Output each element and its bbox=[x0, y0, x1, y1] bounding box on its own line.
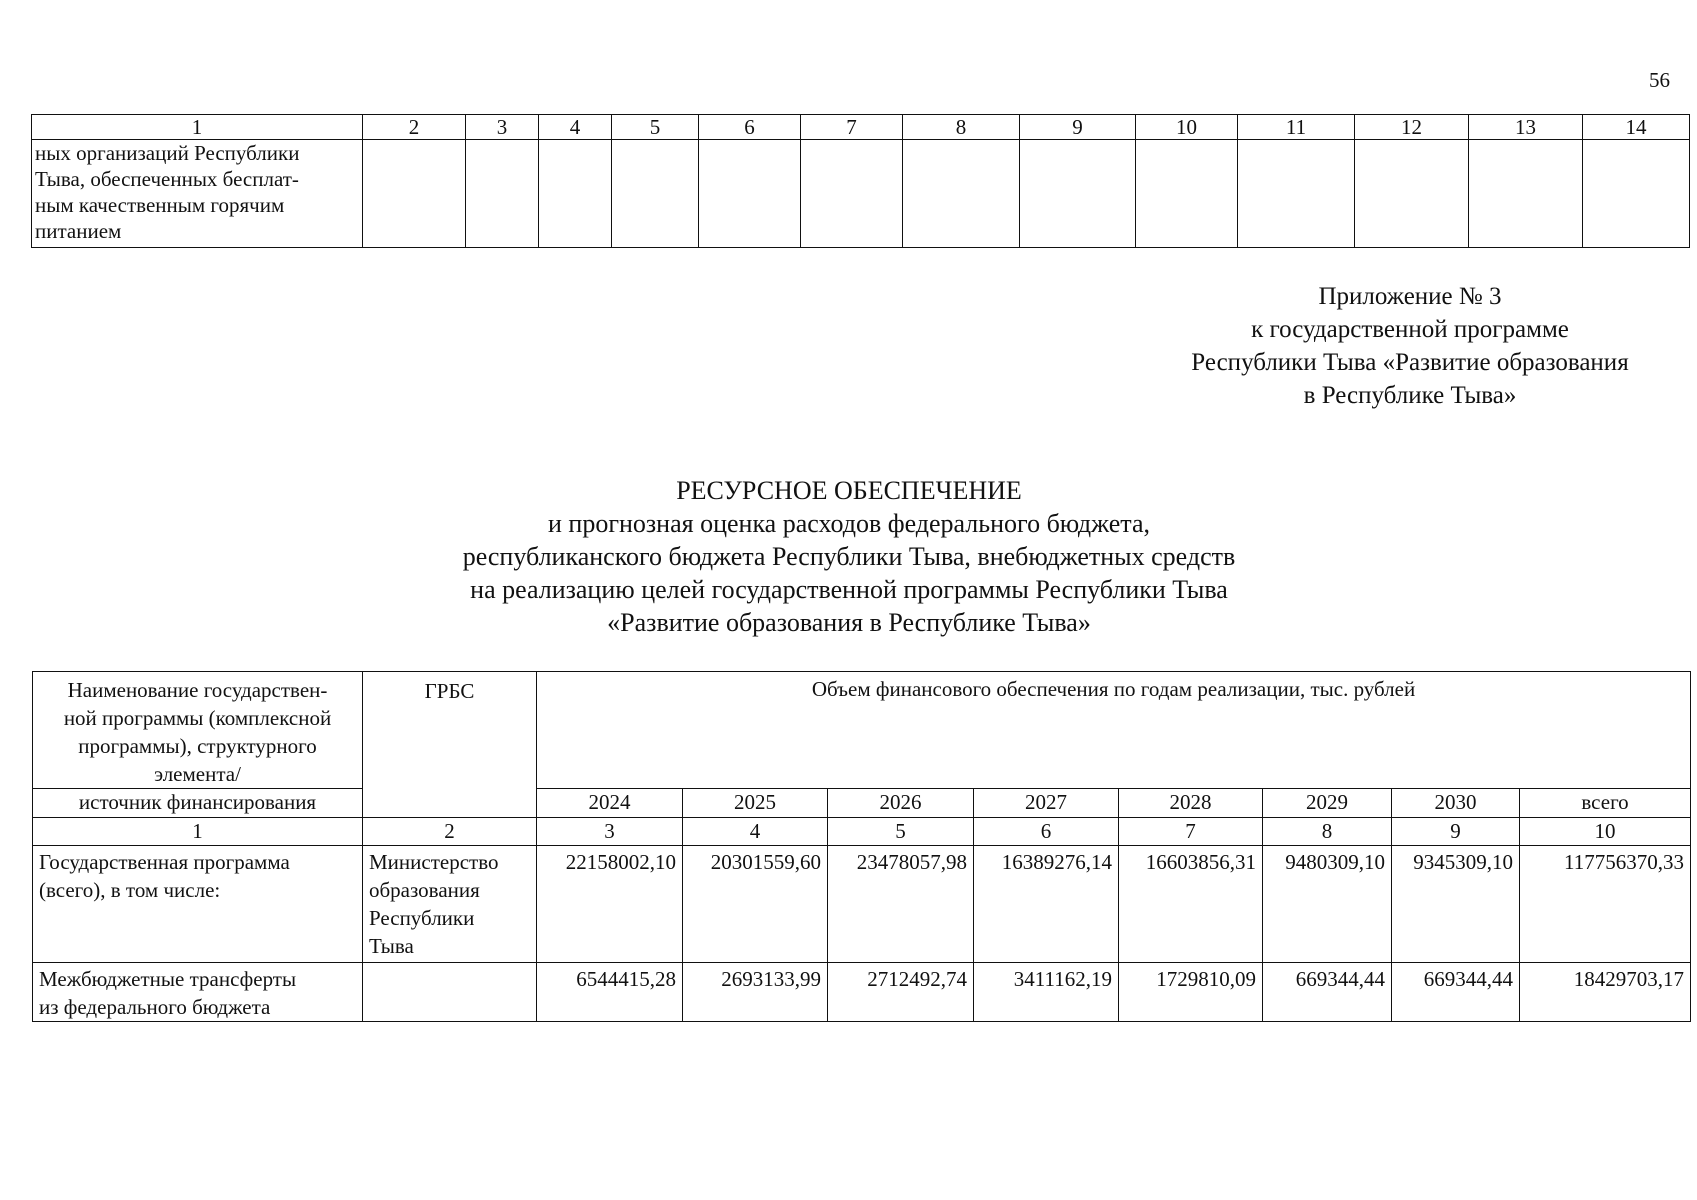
empty-cell bbox=[466, 140, 539, 248]
title-line: республиканского бюджета Республики Тыва, внебюджетных средств bbox=[462, 542, 1236, 571]
year-header: 2027 bbox=[974, 789, 1119, 818]
appendix-line: в Республике Тыва» bbox=[1303, 382, 1517, 409]
value-cell: 2693133,99 bbox=[683, 963, 828, 1022]
empty-cell bbox=[699, 140, 801, 248]
empty-cell bbox=[903, 140, 1020, 248]
column-number: 8 bbox=[1263, 818, 1392, 846]
column-number: 3 bbox=[537, 818, 683, 846]
indicator-name-line: Тыва, обеспеченных бесплат- bbox=[35, 167, 299, 191]
value-cell: 16603856,31 bbox=[1119, 846, 1263, 963]
column-number: 14 bbox=[1583, 115, 1690, 140]
grbs-line: образования bbox=[369, 878, 480, 902]
row-name-line: из федерального бюджета bbox=[39, 995, 271, 1019]
value-cell: 9345309,10 bbox=[1392, 846, 1520, 963]
value-cell: 669344,44 bbox=[1263, 963, 1392, 1022]
column-number: 3 bbox=[466, 115, 539, 140]
empty-cell bbox=[1020, 140, 1136, 248]
empty-cell bbox=[1238, 140, 1355, 248]
name-header-line: элемента/ bbox=[154, 762, 241, 786]
source-header: источник финансирования bbox=[33, 789, 363, 818]
value-cell: 9480309,10 bbox=[1263, 846, 1392, 963]
year-header: 2025 bbox=[683, 789, 828, 818]
value-cell: 22158002,10 bbox=[537, 846, 683, 963]
grbs-line: Тыва bbox=[369, 934, 414, 958]
column-number: 2 bbox=[363, 115, 466, 140]
value-cell: 1729810,09 bbox=[1119, 963, 1263, 1022]
title-line: на реализацию целей государственной программы Республики Тыва bbox=[470, 575, 1228, 604]
name-header-line: ной программы (комплексной bbox=[63, 706, 332, 730]
empty-cell bbox=[1355, 140, 1469, 248]
year-header: 2026 bbox=[828, 789, 974, 818]
column-number: 6 bbox=[699, 115, 801, 140]
column-number: 4 bbox=[539, 115, 612, 140]
column-number: 2 bbox=[363, 818, 537, 846]
column-number: 10 bbox=[1136, 115, 1238, 140]
value-cell: 2712492,74 bbox=[828, 963, 974, 1022]
row-name-cell bbox=[33, 963, 363, 1022]
year-header: 2028 bbox=[1119, 789, 1263, 818]
years-row bbox=[33, 789, 1691, 818]
column-number: 9 bbox=[1392, 818, 1520, 846]
year-header: 2029 bbox=[1263, 789, 1392, 818]
column-number: 1 bbox=[32, 115, 363, 140]
resource-table bbox=[32, 671, 1691, 1022]
name-header-cell bbox=[33, 672, 363, 789]
total-header: всего bbox=[1520, 789, 1691, 818]
volume-header: Объем финансового обеспечения по годам реализации, тыс. рублей bbox=[537, 672, 1691, 789]
empty-cell bbox=[539, 140, 612, 248]
empty-cell bbox=[612, 140, 699, 248]
grbs-header: ГРБС bbox=[363, 672, 537, 818]
continuation-table bbox=[31, 114, 1690, 248]
grbs-cell bbox=[363, 963, 537, 1022]
appendix-line: к государственной программе bbox=[1251, 316, 1569, 343]
column-number: 12 bbox=[1355, 115, 1469, 140]
row-name-cell bbox=[33, 846, 363, 963]
value-cell: 6544415,28 bbox=[537, 963, 683, 1022]
column-number: 7 bbox=[801, 115, 903, 140]
header-row bbox=[33, 672, 1691, 789]
grbs-line: Республики bbox=[369, 906, 475, 930]
empty-cell bbox=[801, 140, 903, 248]
row-name-line: Государственная программа bbox=[39, 850, 290, 874]
column-number: 5 bbox=[612, 115, 699, 140]
column-number: 10 bbox=[1520, 818, 1691, 846]
column-number: 11 bbox=[1238, 115, 1355, 140]
column-number: 4 bbox=[683, 818, 828, 846]
column-number: 8 bbox=[903, 115, 1020, 140]
indicator-name-line: ным качественным горячим bbox=[35, 193, 285, 217]
indicator-name-line: ных организаций Республики bbox=[35, 141, 300, 165]
value-cell: 16389276,14 bbox=[974, 846, 1119, 963]
appendix-line: Республики Тыва «Развитие образования bbox=[1191, 349, 1629, 376]
column-number: 7 bbox=[1119, 818, 1263, 846]
appendix-line: Приложение № 3 bbox=[1318, 283, 1502, 310]
appendix-reference bbox=[1140, 280, 1680, 412]
table-row bbox=[33, 963, 1691, 1022]
document-title bbox=[300, 474, 1398, 639]
name-header-line: программы), структурного bbox=[78, 734, 317, 758]
continuation-row bbox=[32, 140, 1690, 248]
title-line: «Развитие образования в Республике Тыва» bbox=[607, 608, 1091, 637]
empty-cell bbox=[363, 140, 466, 248]
year-header: 2030 bbox=[1392, 789, 1520, 818]
column-number: 13 bbox=[1469, 115, 1583, 140]
empty-cell bbox=[1136, 140, 1238, 248]
value-cell: 23478057,98 bbox=[828, 846, 974, 963]
column-number: 6 bbox=[974, 818, 1119, 846]
name-header-line: Наименование государствен- bbox=[67, 678, 328, 702]
table-row bbox=[33, 846, 1691, 963]
value-cell: 20301559,60 bbox=[683, 846, 828, 963]
value-cell: 669344,44 bbox=[1392, 963, 1520, 1022]
empty-cell bbox=[1583, 140, 1690, 248]
indicator-name-cell bbox=[32, 140, 363, 248]
total-value-cell: 117756370,33 bbox=[1520, 846, 1691, 963]
empty-cell bbox=[1469, 140, 1583, 248]
title-line: и прогнозная оценка расходов федерального бюджета, bbox=[547, 509, 1151, 538]
column-number: 5 bbox=[828, 818, 974, 846]
column-number: 9 bbox=[1020, 115, 1136, 140]
year-header: 2024 bbox=[537, 789, 683, 818]
total-value-cell: 18429703,17 bbox=[1520, 963, 1691, 1022]
row-name-line: Межбюджетные трансферты bbox=[39, 967, 297, 991]
continuation-header-row bbox=[32, 115, 1690, 140]
grbs-line: Министерство bbox=[369, 850, 499, 874]
value-cell: 3411162,19 bbox=[974, 963, 1119, 1022]
column-number: 1 bbox=[33, 818, 363, 846]
column-numbers-row bbox=[33, 818, 1691, 846]
grbs-cell bbox=[363, 846, 537, 963]
row-name-line: (всего), в том числе: bbox=[39, 878, 221, 902]
indicator-name-line: питанием bbox=[35, 219, 122, 243]
page-number: 56 bbox=[1649, 68, 1670, 92]
title-heading: РЕСУРСНОЕ ОБЕСПЕЧЕНИЕ bbox=[676, 476, 1022, 505]
